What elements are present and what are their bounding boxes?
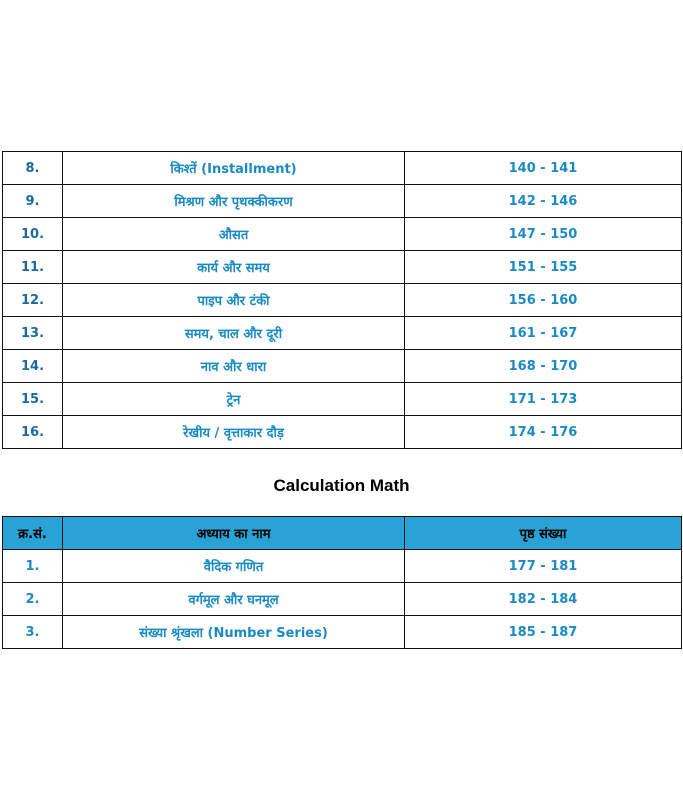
header-page-number: पृष्ठ संख्या xyxy=(405,517,682,550)
contents-table-body xyxy=(3,152,682,449)
chapter-name: किश्तें (Installment) xyxy=(63,152,405,185)
serial-number: 14. xyxy=(3,350,63,383)
contents-table-continued xyxy=(2,151,682,449)
page-range: 182 - 184 xyxy=(405,583,682,616)
serial-number: 2. xyxy=(3,583,63,616)
serial-number: 13. xyxy=(3,317,63,350)
serial-number: 11. xyxy=(3,251,63,284)
chapter-name: समय, चाल और दूरी xyxy=(63,317,405,350)
section-title: Calculation Math xyxy=(273,476,410,495)
chapter-name: नाव और धारा xyxy=(63,350,405,383)
chapter-name: संख्या श्रृंखला (Number Series) xyxy=(63,616,405,649)
page-range: 147 - 150 xyxy=(405,218,682,251)
serial-number: 16. xyxy=(3,416,63,449)
table-row xyxy=(3,284,682,317)
page-range: 161 - 167 xyxy=(405,317,682,350)
chapter-name: वर्गमूल और घनमूल xyxy=(63,583,405,616)
page-range: 140 - 141 xyxy=(405,152,682,185)
header-serial-number: क्र.सं. xyxy=(3,517,63,550)
chapter-name: कार्य और समय xyxy=(63,251,405,284)
table-header xyxy=(3,517,682,550)
table-row xyxy=(3,416,682,449)
calculation-math-table xyxy=(2,516,682,649)
calculation-table-body xyxy=(3,550,682,649)
serial-number: 15. xyxy=(3,383,63,416)
page-range: 156 - 160 xyxy=(405,284,682,317)
table-row xyxy=(3,583,682,616)
table-row xyxy=(3,251,682,284)
serial-number: 12. xyxy=(3,284,63,317)
page-range: 142 - 146 xyxy=(405,185,682,218)
table-row xyxy=(3,185,682,218)
table-row xyxy=(3,317,682,350)
serial-number: 1. xyxy=(3,550,63,583)
chapter-name: पाइप और टंकी xyxy=(63,284,405,317)
header-chapter-name: अध्याय का नाम xyxy=(63,517,405,550)
serial-number: 8. xyxy=(3,152,63,185)
chapter-name: रेखीय / वृत्ताकार दौड़ xyxy=(63,416,405,449)
chapter-name: औसत xyxy=(63,218,405,251)
header-row xyxy=(3,517,682,550)
serial-number: 9. xyxy=(3,185,63,218)
chapter-name: मिश्रण और पृथक्कीकरण xyxy=(63,185,405,218)
page-range: 171 - 173 xyxy=(405,383,682,416)
table-row xyxy=(3,152,682,185)
page-range: 177 - 181 xyxy=(405,550,682,583)
page-range: 168 - 170 xyxy=(405,350,682,383)
table-row xyxy=(3,218,682,251)
page-range: 174 - 176 xyxy=(405,416,682,449)
page-range: 151 - 155 xyxy=(405,251,682,284)
chapter-name: वैदिक गणित xyxy=(63,550,405,583)
table-row xyxy=(3,550,682,583)
table-row xyxy=(3,383,682,416)
serial-number: 3. xyxy=(3,616,63,649)
table-row xyxy=(3,350,682,383)
table-row xyxy=(3,616,682,649)
chapter-name: ट्रेन xyxy=(63,383,405,416)
page-range: 185 - 187 xyxy=(405,616,682,649)
serial-number: 10. xyxy=(3,218,63,251)
